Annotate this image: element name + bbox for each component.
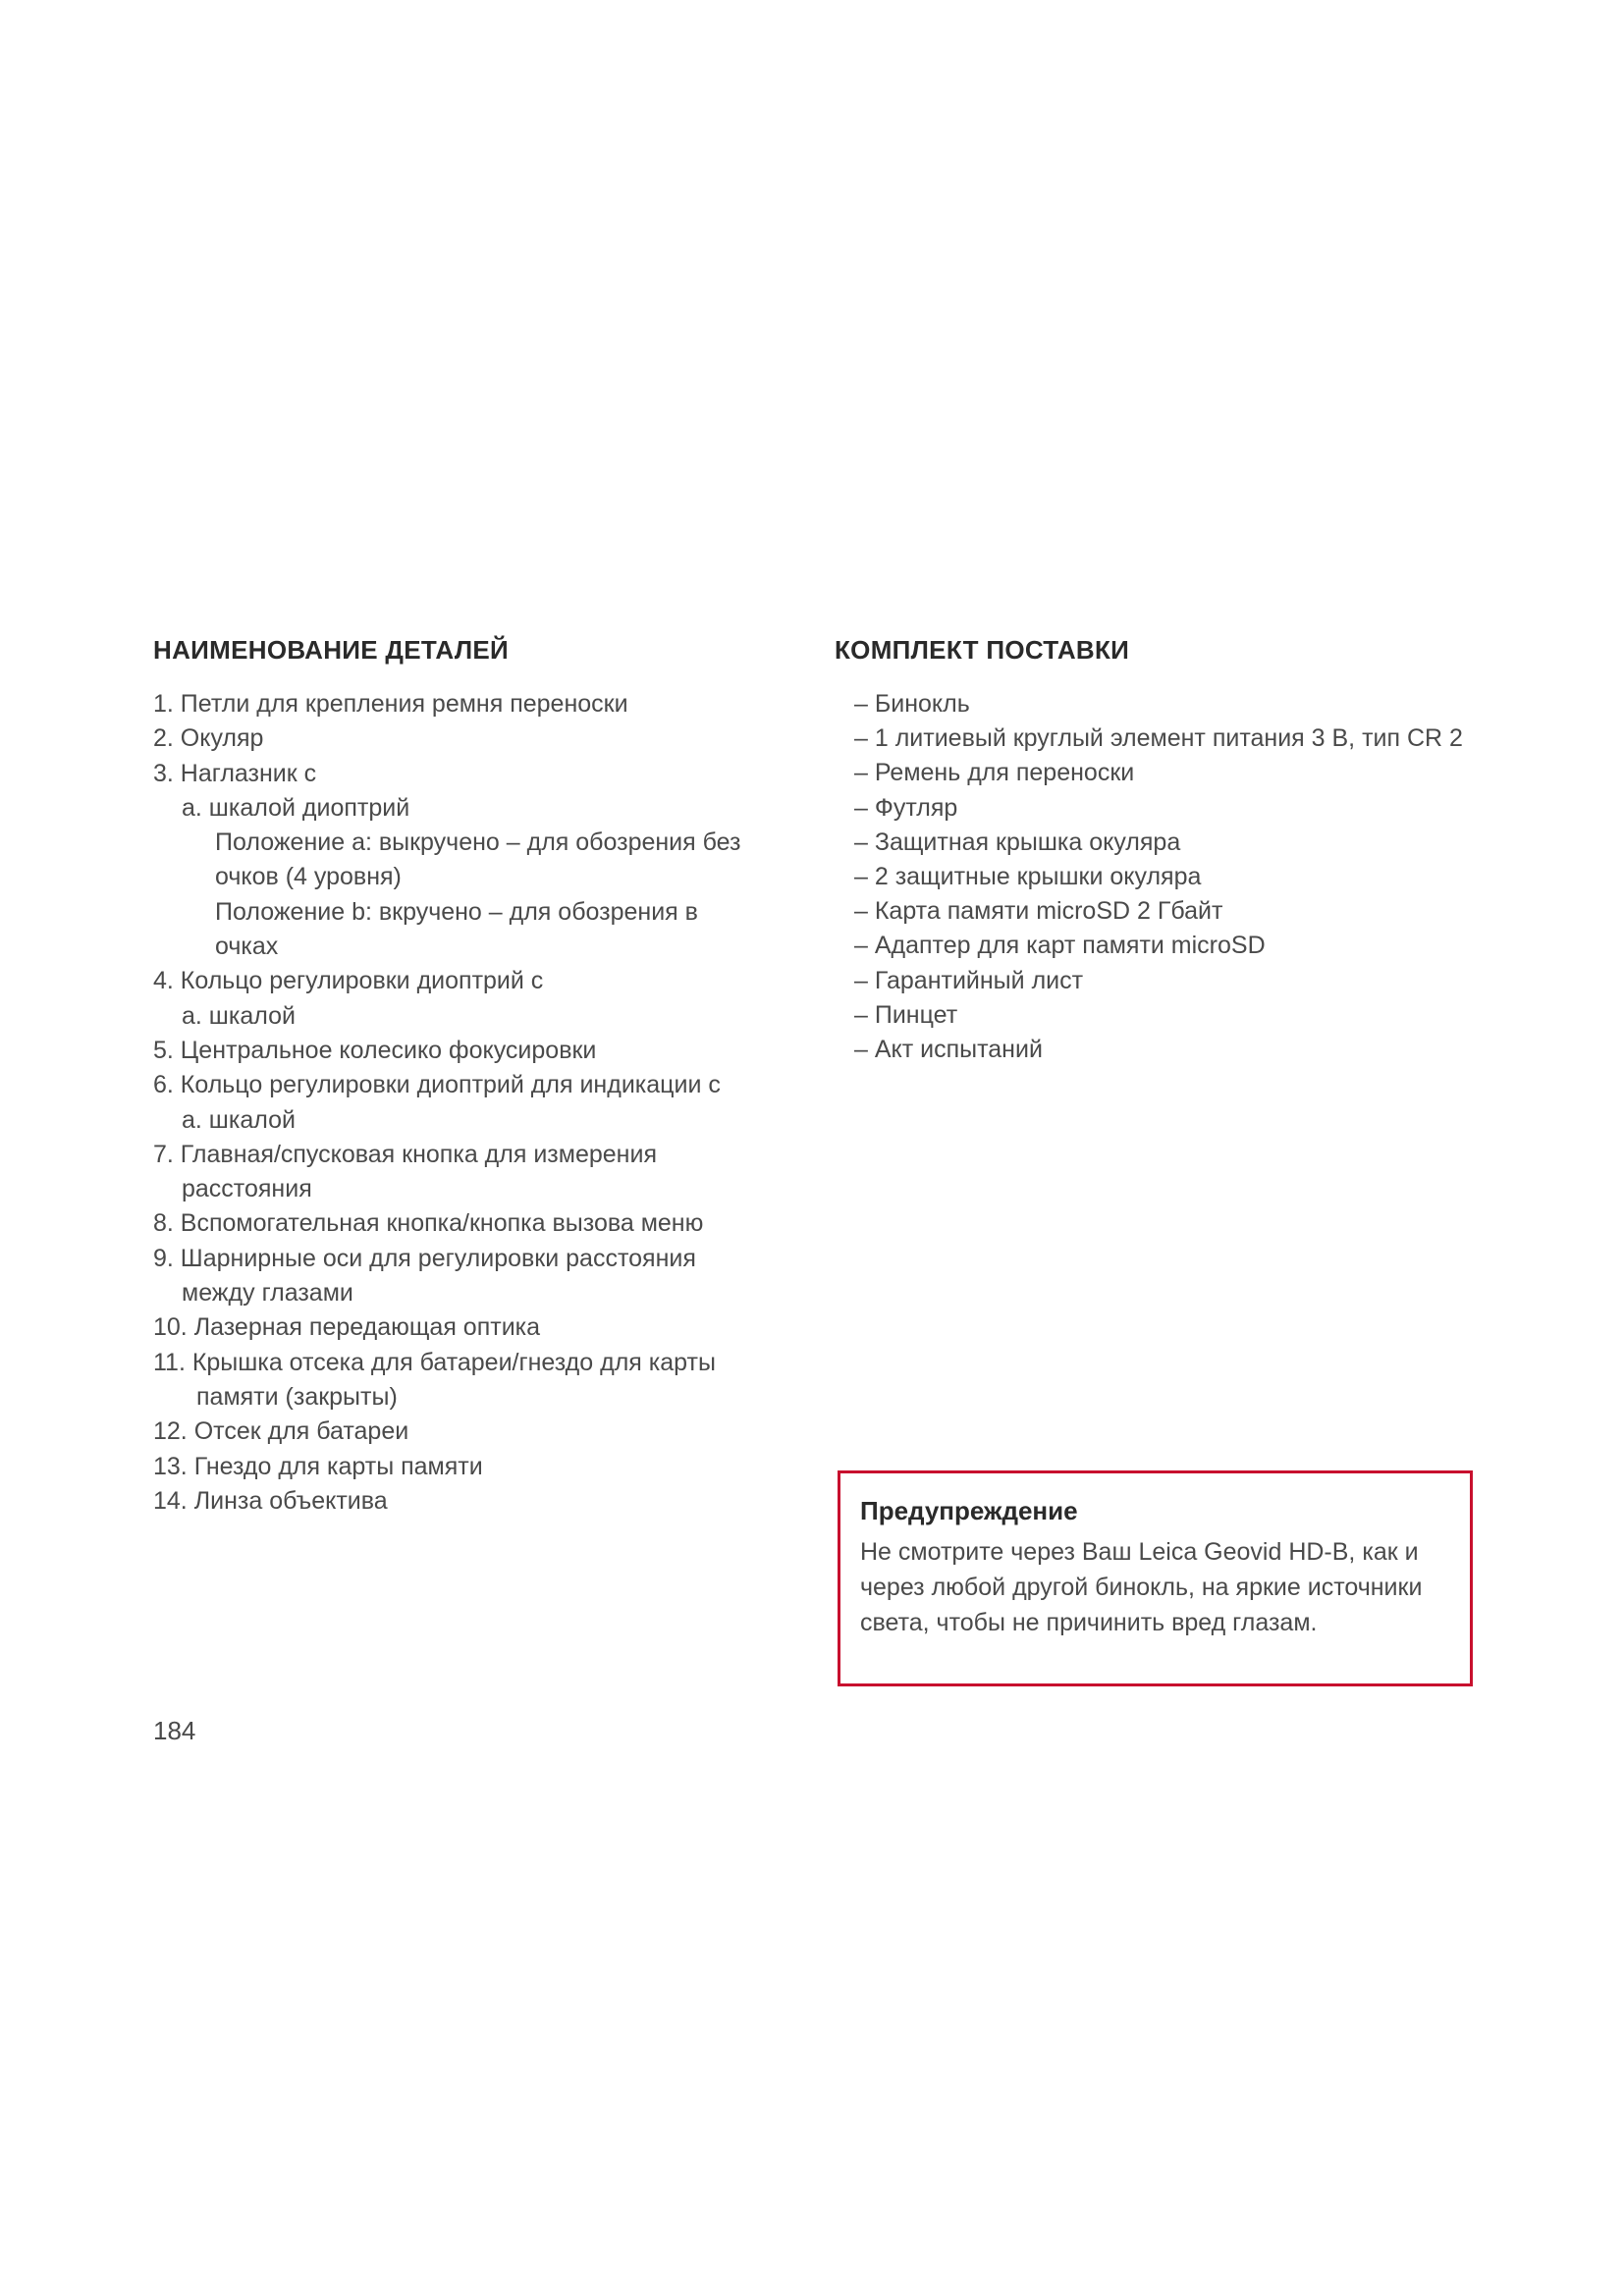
parts-line: 10. Лазерная передающая оптика — [153, 1313, 541, 1342]
warning-line: Не смотрите через Ваш Leica Geovid HD-B, как и — [860, 1538, 1419, 1566]
parts-subline: Положение a: выкручено – для обозрения без — [215, 828, 741, 857]
warning-title: Предупреждение — [860, 1496, 1078, 1525]
parts-line: 12. Отсек для батареи — [153, 1417, 409, 1446]
parts-subline: a. шкалой — [182, 1105, 296, 1134]
parts-line: 5. Центральное колесико фокусировки — [153, 1036, 597, 1064]
parts-line: 11. Крышка отсека для батареи/гнездо для карты — [153, 1348, 716, 1376]
warning-line: через любой другой бинокль, на яркие источники — [860, 1574, 1423, 1601]
delivery-item: – Адаптер для карт памяти microSD — [854, 932, 1266, 960]
delivery-item: – Акт испытаний — [854, 1036, 1043, 1064]
page-number: 184 — [153, 1716, 196, 1745]
parts-line: 14. Линза объектива — [153, 1486, 388, 1515]
delivery-heading: КОМПЛЕКТ ПОСТАВКИ — [835, 635, 1130, 665]
delivery-item: – 1 литиевый круглый элемент питания 3 В, тип CR 2 — [854, 724, 1463, 753]
delivery-item: – Карта памяти microSD 2 Гбайт — [854, 897, 1223, 926]
delivery-item: – Ремень для переноски — [854, 759, 1135, 787]
parts-line: 9. Шарнирные оси для регулировки расстояния — [153, 1244, 696, 1272]
parts-line: 7. Главная/спусковая кнопка для измерения — [153, 1140, 657, 1168]
delivery-item: – Футляр — [854, 793, 958, 822]
parts-line: 2. Окуляр — [153, 724, 264, 753]
parts-line: 4. Кольцо регулировки диоптрий с — [153, 967, 544, 995]
parts-line: 8. Вспомогательная кнопка/кнопка вызова меню — [153, 1209, 704, 1238]
parts-subline: очках — [215, 933, 279, 961]
parts-line: 3. Наглазник с — [153, 759, 317, 787]
warning-line: света, чтобы не причинить вред глазам. — [860, 1609, 1318, 1636]
parts-subline: памяти (закрыты) — [196, 1382, 398, 1411]
parts-subline: a. шкалой диоптрий — [182, 793, 410, 822]
delivery-section — [835, 632, 1483, 1067]
parts-subline: между глазами — [182, 1279, 353, 1308]
parts-line: 1. Петли для крепления ремня переноски — [153, 690, 628, 718]
delivery-item: – Пинцет — [854, 1000, 958, 1029]
parts-heading: НАИМЕНОВАНИЕ ДЕТАЛЕЙ — [153, 635, 510, 665]
delivery-item: – Гарантийный лист — [854, 966, 1084, 994]
parts-line: 6. Кольцо регулировки диоптрий для индикации с — [153, 1071, 721, 1099]
parts-subline: Положение b: вкручено – для обозрения в — [215, 897, 698, 926]
warning-box — [838, 1470, 1473, 1686]
parts-subline: очков (4 уровня) — [215, 863, 402, 891]
delivery-item: – Защитная крышка окуляра — [854, 828, 1181, 856]
delivery-item: – 2 защитные крышки окуляра — [854, 863, 1202, 891]
delivery-item: – Бинокль — [854, 690, 970, 718]
parts-section — [153, 632, 782, 1519]
parts-line: 13. Гнездо для карты памяти — [153, 1452, 483, 1480]
parts-subline: a. шкалой — [182, 1001, 296, 1030]
warning-text — [860, 1534, 1459, 1640]
parts-subline: расстояния — [182, 1175, 312, 1203]
